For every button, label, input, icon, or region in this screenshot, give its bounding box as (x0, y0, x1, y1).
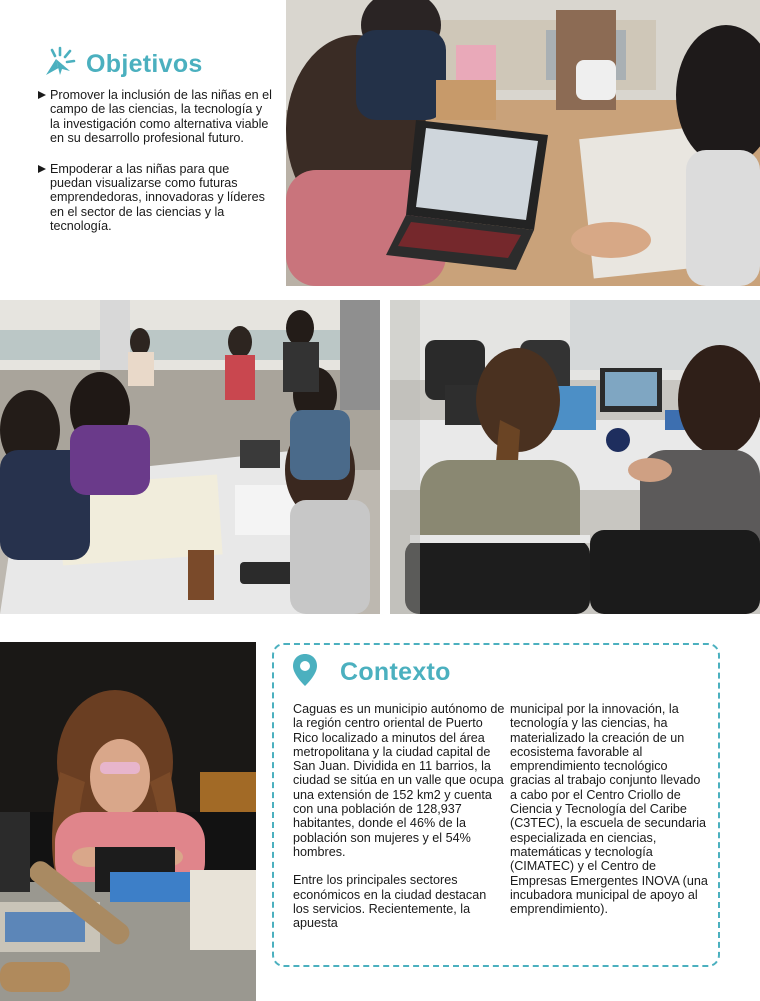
contexto-column-left (293, 702, 505, 944)
contexto-heading (292, 652, 451, 692)
contexto-paragraph: Entre los principales sectores económicos en la ciudad destacan los servicios. Recientemente, la apuesta (293, 873, 487, 931)
photo-girls-tables-atrium (0, 300, 380, 614)
contexto-paragraph: municipal por la innovación, la tecnología y las ciencias, ha materializado la creación de un ecosistema favorable al emprendimiento tecnológico gracias al trabajo conjunto llevado a cabo por el Centro Criollo de Ciencia y Tecnología del Caribe (C3TEC), la escuela de secundaria especializada en ciencias, matemáticas y tecnología (CIMATEC) y el Centro de Empresas Emergentes INOVA (una incubadora municipal de apoyo al emprendimiento). (510, 702, 708, 917)
objetivo-text: Promover la inclusión de las niñas en el campo de las ciencias, la tecnología y la investigación como alternativa viable en su desarrollo profesional futuro. (50, 88, 272, 146)
contexto-column-right (510, 702, 710, 930)
triangle-bullet-icon (38, 165, 46, 173)
contexto-title: Contexto (340, 657, 451, 686)
objetivo-item (38, 88, 274, 146)
location-pin-icon (292, 653, 318, 692)
objetivos-list (38, 88, 274, 250)
objetivos-title: Objetivos (86, 49, 203, 78)
photo-girl-building-project (0, 642, 256, 1001)
objetivos-heading (42, 44, 203, 84)
photo-girls-robot-laptop (390, 300, 760, 614)
cursor-click-icon (42, 45, 76, 84)
objetivo-text: Empoderar a las niñas para que puedan visualizarse como futuras emprendedoras, innovadoras y líderes en el sector de las ciencias y la tecnología. (50, 161, 265, 234)
triangle-bullet-icon (38, 91, 46, 99)
objetivo-item (38, 162, 274, 234)
contexto-paragraph: Caguas es un municipio autónomo de la región centro oriental de Puerto Rico localizado a minutos del área metropolitana y la ciudad capital de San Juan. Dividida en 11 barrios, la ciudad se sitúa en un valle que ocupa una extensión de 152 km2 y cuenta con una población de 128,937 habitantes, donde el 46% de la población son mujeres y el 54% hombres. (293, 702, 505, 859)
photo-students-laptop-lab (286, 0, 760, 286)
